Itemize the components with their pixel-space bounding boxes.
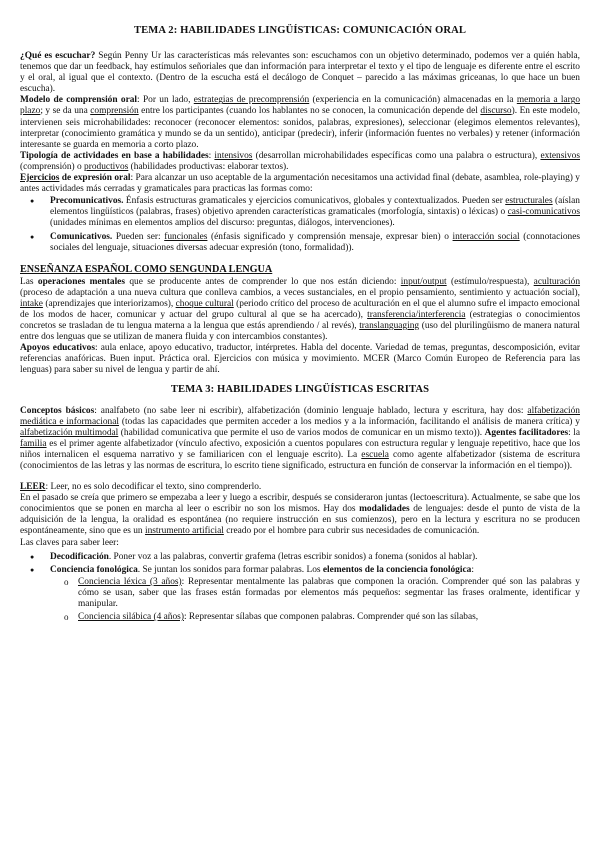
operaciones-paragraph: Las operaciones mentales que se producente antes de comprender lo que nos están diciendo: input/output (estímulo/respuesta), aculturación (proceso de adaptación a una nueva cultura que conlleva cambios, a veces sustanciales, en el propio pensamiento, sentimiento y actuación social), intake (aprendizajes que interiorizamos), choque cultural (periodo crítico del proceso de aculturación en el que el alumno sufre el impacto emocional de los modos de hacer, comunicar y actuar del grupo cultural al que se ha acercado), transferencia/interferencia (estrategias o conocimientos concretos se trasladan de tu lengua materna a la lengua que estás aprendiendo / al revés), translanguaging (uso del plurilingüismo de manera natural entre dos lenguas que se utilizan de manera fluida y con intercambios constantes). — [20, 276, 581, 343]
list-item: ● Precomunicativos. Énfasis estructuras gramaticales y ejercicios comunicativos, globales y contextualizados. Pueden ser estructurales (aíslan elementos lingüísticos (palabras, frases) objetivo aprenden características gramaticales (morfología, sintaxis) o léxicas) o casi-comunicativos (unidades mínimas en elementos amplios del discurso: preguntas, diálogos, intervenciones). — [50, 196, 580, 229]
list-item: ● Conciencia fonológica. Se juntan los sonidos para formar palabras. Los elementos de la conciencia fonológica: o Conciencia léxica (3 años): Representar mentalmente las palabras que componen la oración. Comprender qué son las palabras y cómo se usan, saber que las frases están formadas por elementos más pequeños: segmentar las frases oralmente, identificar y manipular. o Conciencia silábica (4 años): Representar sílabas que componen palabras. Comprender qué son las sílabas, — [50, 565, 580, 623]
tema2-title: TEMA 2: HABILIDADES LINGÜÍSTICAS: COMUNICACIÓN ORAL — [133, 25, 467, 36]
list-item: ● Comunicativos. Pueden ser: funcionales (énfasis significado y comprensión mensaje, expresar bien) o interacción social (connotaciones sociales del lenguaje, situaciones diversas adecuar expresión (tono, formalidad)). — [50, 232, 580, 254]
tipologia-label: Tipología de actividades en base a habilidades — [20, 150, 209, 161]
tema3-title: TEMA 3: HABILIDADES LINGÜÍSTICAS ESCRITAS — [170, 383, 430, 395]
escuchar-paragraph: ¿Qué es escuchar? Según Penny Ur las características más relevantes son: escuchamos con un objetivo determinado, podemos ver a quién habla, tenemos que dar un feedback, hay estímulos señoriales que dan información para interpretar el texto y el tipo de lenguaje es diferente entre el escrito y el oral, al igual que el contexto. (Dentro de la escucha está el decálogo de Conquet – parecido a las máximas griceanas, lo que hace un buen escucha). — [20, 51, 580, 95]
escuchar-question: ¿Qué es escuchar? — [20, 51, 96, 61]
modelo-paragraph: Modelo de comprensión oral: Por un lado, estrategias de precomprensión (experiencia en la comunicación) almacenadas en la memoria a largo plazo; y se da una comprensión entre los participantes (cuando los hablantes no se conocen, la comunicación depende del discurso). En este modelo, intervienen seis microhabilidades: reconocer (reconocer elementos: sonidos, palabras, expresiones), seleccionar (elegimos elementos relevantes), interpretar (conocimiento gramática y mundo se da un sentido), anticipar (predecir), inferir (información fuentes no verbales) y retener (información interesante se guarda en memoria a corto plazo. — [20, 95, 581, 150]
modelo-label: Modelo de comprensión oral — [20, 95, 138, 106]
tipologia-paragraph: Tipología de actividades en base a habilidades: intensivos (desarrollan microhabilidades específicas como una palabra o estructura), extensivos (comprensión) o productivos (habilidades productivas: elaborar textos). — [20, 150, 581, 172]
list-item: o Conciencia léxica (3 años): Representar mentalmente las palabras que componen la oración. Comprender qué son las palabras y cómo se usan, saber que las frases están formadas por elementos más pequeños: segmentar las frases oralmente, identificar y manipular. — [78, 577, 580, 610]
apoyos-paragraph: Apoyos educativos: aula enlace, apoyo educativo, traductor, intérpretes. Habla del docente. Variedad de temas, preguntas, descomposición, evitar referencias anafóricas. Buen input. Práctica oral. Ejercicios con música y movimiento. MCER (Marco Común Europeo de Referencia para las lenguas) para saber su nivel de lengua y partir de ahí. — [20, 343, 580, 376]
ele-heading: ENSEÑANZA ESPAÑOL COMO SENGUNDA LENGUA — [20, 263, 273, 275]
leer-label: LEER — [20, 482, 46, 493]
claves-paragraph: Las claves para saber leer: — [20, 537, 119, 548]
ejercicios-list — [20, 196, 580, 253]
pasado-paragraph: En el pasado se creía que primero se empezaba a leer y luego a escribir, después se consideraron juntas (lectoescritura). Actualmente, se sabe que los conocimientos que se ponen en marcha al leer o escribir no son los mismos. Hay dos modalidades de lenguajes: desde el punto de vista de la adquisición de la lengua, la oralidad es espontánea (no requiere instrucción en sus comienzos), pero en la lectura y escritura no se producen espontáneamente, sino que es un instrumento artificial creado por el hombre para cubrir sus necesidades de comunicación. — [20, 493, 580, 537]
ejercicios-paragraph: Ejercicios de expresión oral: Para alcanzar un uso aceptable de la argumentación necesitamos una actividad final (debate, asamblea, role-playing) y antes actividades más cerradas y gramaticales para practicas las formas como: — [20, 173, 580, 195]
ejercicios-label: Ejercicios — [20, 173, 60, 184]
claves-list — [20, 552, 580, 624]
leer-paragraph: LEER: Leer, no es solo decodificar el texto, sino comprenderlo. — [20, 482, 262, 493]
conceptos-paragraph: Conceptos básicos: analfabeto (no sabe leer ni escribir), alfabetización (dominio lenguaje hablado, lectura y escritura, hay dos: alfabetización mediática e informacional (todas las capacidades que permiten acceder a los medios y a la información, facilitando el análisis de manera crítica) y alfabetización multimodal (habilidad comunicativa que permite el uso de varios modos de comunicar en un mismo texto)). Agentes facilitadores: la familia es el primer agente alfabetizador (vínculo afectivo, exposición a cuentos populares con estructura regular y lenguaje repetitivo, hace que los niños internalicen el esquema narrativo y se familiaricen con el lenguaje escrito). La escuela como agente alfabetizador (sistema de escritura (conocimientos de las letras y las normas de escritura, lo escrito tiene significado, estructura en función de conservar la información en el tiempo)). — [20, 405, 581, 471]
list-item: o Conciencia silábica (4 años): Representar sílabas que componen palabras. Comprender qué son las sílabas, — [78, 612, 580, 623]
conciencia-sublist — [50, 577, 580, 623]
list-item: ● Decodificación. Poner voz a las palabras, convertir grafema (letras escribir sonidos) a fonema (sonidos al hablar). — [50, 552, 580, 563]
